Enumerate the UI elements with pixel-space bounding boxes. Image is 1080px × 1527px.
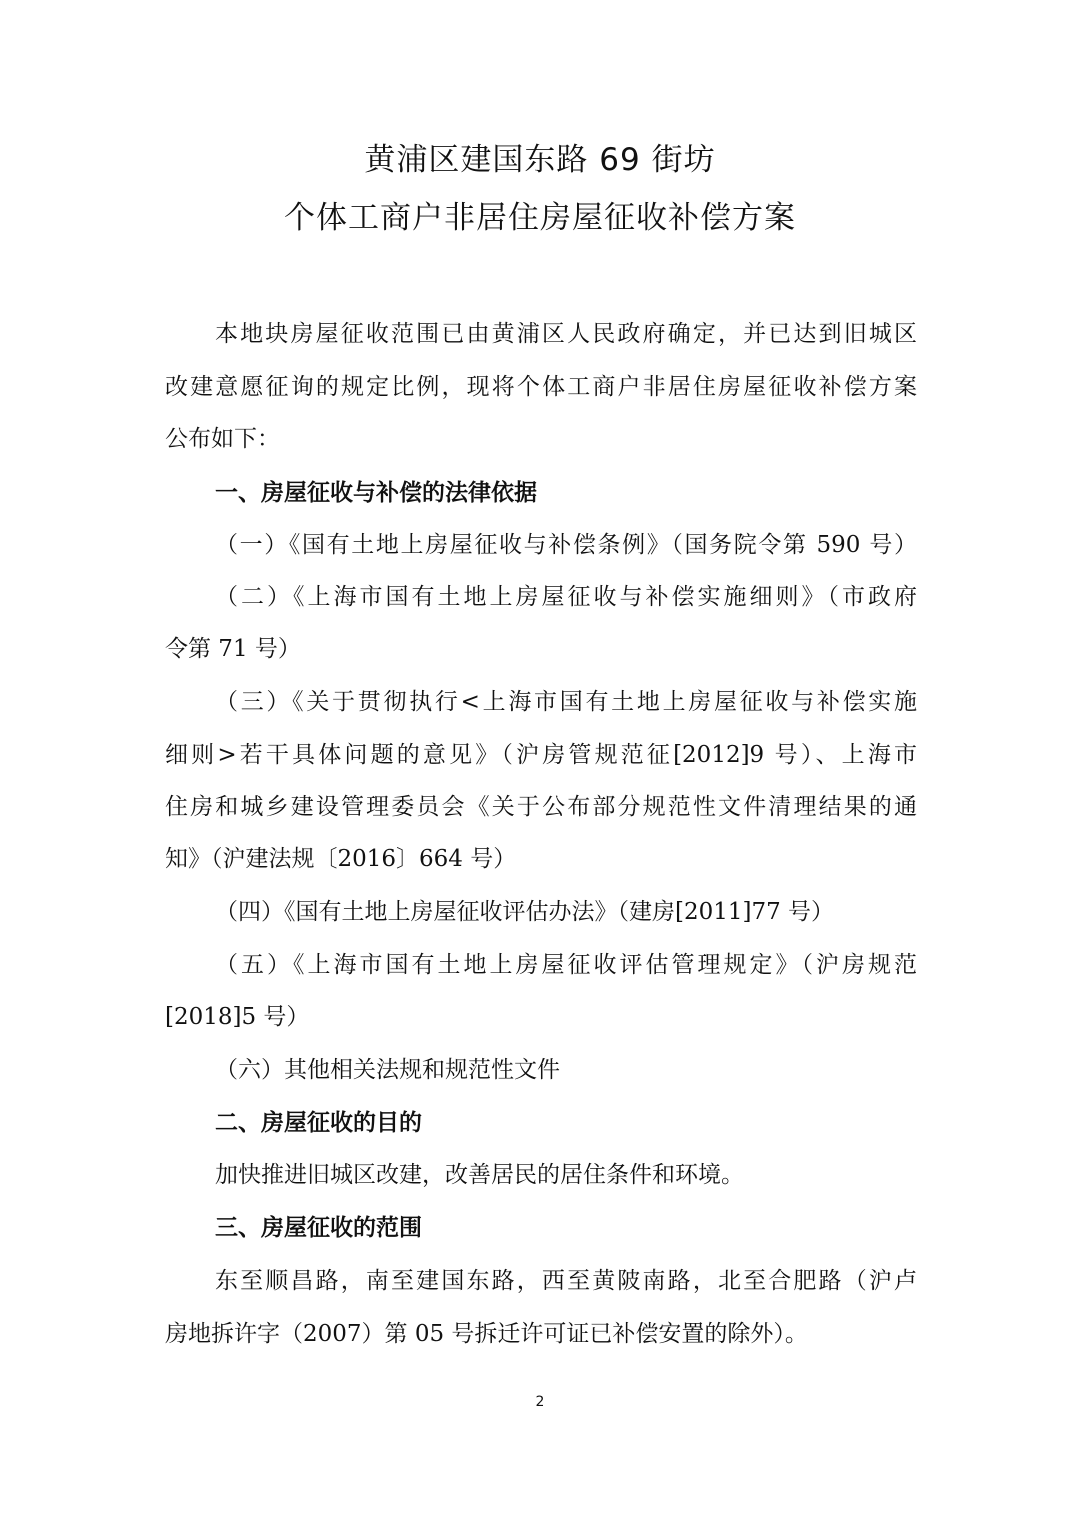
intro-line-3: 公布如下： (165, 426, 280, 452)
section-1-item-3-line-1: （三）《关于贯彻执行<上海市国有土地上房屋征收与补偿实施 (215, 689, 917, 715)
page-number: 2 (535, 1394, 545, 1410)
section-1-item-2-line-1: （二）《上海市国有土地上房屋征收与补偿实施细则》（市政府 (215, 584, 917, 610)
section-2-heading: 二、房屋征收的目的 (215, 1110, 422, 1136)
section-2-text: 加快推进旧城区改建，改善居民的居住条件和环境。 (215, 1162, 744, 1188)
intro-line-2: 改建意愿征询的规定比例，现将个体工商户非居住房屋征收补偿方案 (165, 374, 917, 400)
section-1-item-3-line-4: 知》（沪建法规〔2016〕664 号） (165, 846, 517, 872)
section-3-text-line-2: 房地拆许字（2007）第 05 号拆迁许可证已补偿安置的除外）。 (165, 1321, 808, 1347)
section-1-item-4: （四）《国有土地上房屋征收评估办法》（建房[2011]77 号） (215, 899, 835, 925)
section-1-item-2-line-2: 令第 71 号） (165, 636, 301, 662)
document-title-line-2: 个体工商户非居住房屋征收补偿方案 (284, 200, 796, 236)
document-title-line-1: 黄浦区建国东路 69 街坊 (364, 142, 716, 178)
section-1-item-3-line-2: 细则>若干具体问题的意见》（沪房管规范征[2012]9 号）、上海市 (165, 742, 917, 768)
section-1-heading: 一、房屋征收与补偿的法律依据 (215, 480, 537, 506)
section-1-item-1: （一）《国有土地上房屋征收与补偿条例》（国务院令第 590 号） (215, 532, 917, 558)
section-1-item-3-line-3: 住房和城乡建设管理委员会《关于公布部分规范性文件清理结果的通 (165, 794, 917, 820)
section-3-heading: 三、房屋征收的范围 (215, 1215, 422, 1241)
section-1-item-6: （六）其他相关法规和规范性文件 (215, 1057, 560, 1083)
intro-line-1: 本地块房屋征收范围已由黄浦区人民政府确定，并已达到旧城区 (215, 321, 917, 347)
section-1-item-5-line-1: （五）《上海市国有土地上房屋征收评估管理规定》（沪房规范 (215, 952, 917, 978)
section-3-text-line-1: 东至顺昌路，南至建国东路，西至黄陂南路，北至合肥路（沪卢 (215, 1268, 917, 1294)
section-1-item-5-line-2: [2018]5 号） (165, 1004, 310, 1030)
